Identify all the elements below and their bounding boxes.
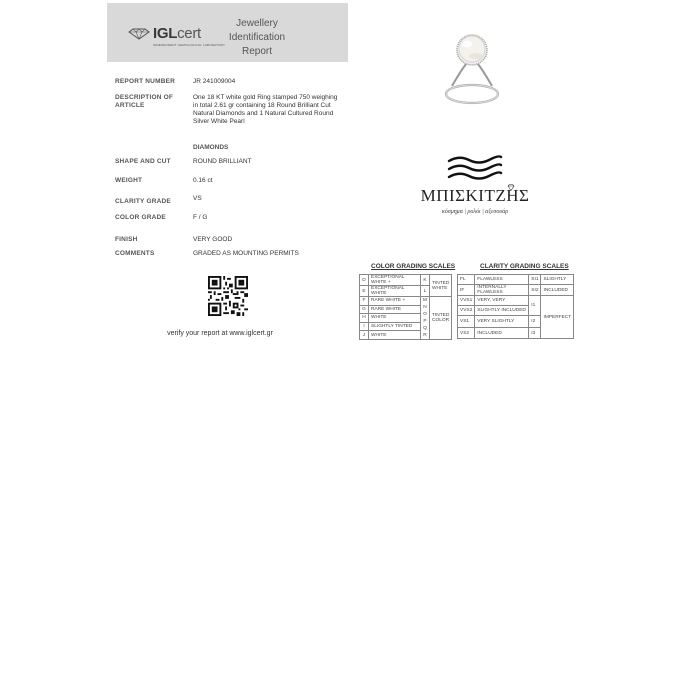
diamond-logo-icon — [127, 28, 151, 40]
grade-description: EXCEPTIONAL WHITE — [369, 286, 421, 297]
waves-logo-icon — [445, 154, 505, 182]
grade-label: IMPERFECT — [541, 296, 574, 339]
grade-letter: M — [423, 298, 427, 303]
field-label: SHAPE AND CUT — [115, 158, 171, 165]
grade-code: I3 — [529, 328, 541, 339]
grade-letter: O — [423, 312, 427, 317]
logo-wordmark: IGLcert — [153, 25, 201, 42]
report-title-line: Identification — [228, 32, 286, 43]
verify-report-text: verify your report at www.iglcert.gr — [167, 330, 273, 337]
table-row — [458, 296, 574, 306]
color-scale-title: COLOR GRADING SCALES — [371, 263, 456, 270]
grade-letter: P — [423, 319, 427, 324]
clarity-grading-table — [457, 274, 574, 339]
clarity-scale-title: CLARITY GRADING SCALES — [480, 263, 569, 270]
field-label: CLARITY GRADE — [115, 198, 171, 205]
grade-description: INCLUDED — [475, 328, 529, 339]
table-row — [360, 275, 452, 286]
grade-letter: I — [360, 322, 369, 331]
grade-description: SLIGHTLY INCLUDED — [475, 306, 529, 316]
grade-description: WHITE — [369, 314, 421, 323]
field-value: GRADED AS MOUNTING PERMITS — [193, 250, 299, 257]
grade-description: FLAWLESS — [475, 275, 529, 285]
report-title-line: Jewellery — [236, 18, 278, 29]
grade-description: SLIGHTLY TINTED — [369, 322, 421, 331]
grade-letter: R — [423, 333, 427, 338]
color-grading-table — [359, 274, 452, 340]
table-row — [458, 285, 574, 296]
grade-code: VVS1 — [458, 296, 475, 306]
grade-letter: Q — [423, 326, 427, 331]
grade-letter: E — [360, 286, 369, 297]
grade-letter: G — [360, 305, 369, 314]
field-value: VS — [193, 195, 202, 202]
report-title-line: Report — [241, 46, 272, 57]
brand-tagline: κόσμημα | ρολόι | αξεσουάρ — [441, 209, 509, 215]
grade-letter: K — [421, 275, 430, 286]
field-label: FINISH — [115, 236, 138, 243]
grade-code: I2 — [529, 316, 541, 328]
field-label: REPORT NUMBER — [115, 78, 176, 85]
grade-letter: L — [421, 286, 430, 297]
grade-description: EXCEPTIONAL WHITE + — [369, 275, 421, 286]
grade-description: WHITE — [369, 331, 421, 340]
grade-letter: F — [360, 297, 369, 306]
grade-label: TINTED COLOR — [430, 297, 452, 340]
field-label: DESCRIPTION OF ARTICLE — [115, 94, 174, 109]
field-value: One 18 KT white gold Ring stamped 750 weighing in total 2.61 gr containing 18 Round Brilliant Cut Natural Diamonds and 1 Natural Cultured Round Silver White Pearl — [193, 94, 338, 125]
grade-code: SI2 — [529, 285, 541, 296]
ring-image — [432, 28, 512, 108]
section-heading: DIAMONDS — [193, 144, 229, 151]
grade-letter: N — [423, 305, 427, 310]
field-label: WEIGHT — [115, 177, 143, 184]
field-value: ROUND BRILLIANT — [193, 158, 252, 165]
grade-label: TINTED WHITE — [430, 275, 452, 297]
grade-code: VVS2 — [458, 306, 475, 316]
report-title — [217, 17, 297, 59]
grade-letter: H — [360, 314, 369, 323]
table-row — [360, 297, 452, 306]
grade-description: VERY, VERY — [475, 296, 529, 306]
qr-code-icon[interactable] — [208, 276, 248, 316]
grade-letter: D — [360, 275, 369, 286]
field-value: F / G — [193, 214, 208, 221]
report-header — [107, 3, 348, 62]
grade-code: IF — [458, 285, 475, 296]
logo-tagline: INDEPENDENT GEMOLOGICAL LABORATORY — [153, 43, 226, 47]
brand-name: ΜΠΙΣΚΙΤΖΗΣ — [420, 186, 530, 205]
grade-label: INCLUDED — [541, 285, 574, 296]
grade-description: RARE WHITE — [369, 305, 421, 314]
grade-description: INTERNALLY FLAWLESS — [475, 285, 529, 296]
grade-description: RARE WHITE + — [369, 297, 421, 306]
grade-code: SI1 — [529, 275, 541, 285]
grade-code: I1 — [529, 296, 541, 316]
grade-code: VS2 — [458, 328, 475, 339]
field-value: 0.16 ct — [193, 177, 213, 184]
grade-code: VS1 — [458, 316, 475, 328]
field-label: COLOR GRADE — [115, 214, 166, 221]
field-label: COMMENTS — [115, 250, 155, 257]
grade-letters-m-r — [421, 297, 430, 340]
grade-letter: J — [360, 331, 369, 340]
field-value: JR 241009004 — [193, 78, 236, 85]
grade-code: FL — [458, 275, 475, 285]
table-row — [458, 275, 574, 285]
brand-logo — [420, 150, 530, 225]
grade-label: SLIGHTLY — [541, 275, 574, 285]
field-value: VERY GOOD — [193, 236, 233, 243]
grade-description: VERY SLIGHTLY — [475, 316, 529, 328]
